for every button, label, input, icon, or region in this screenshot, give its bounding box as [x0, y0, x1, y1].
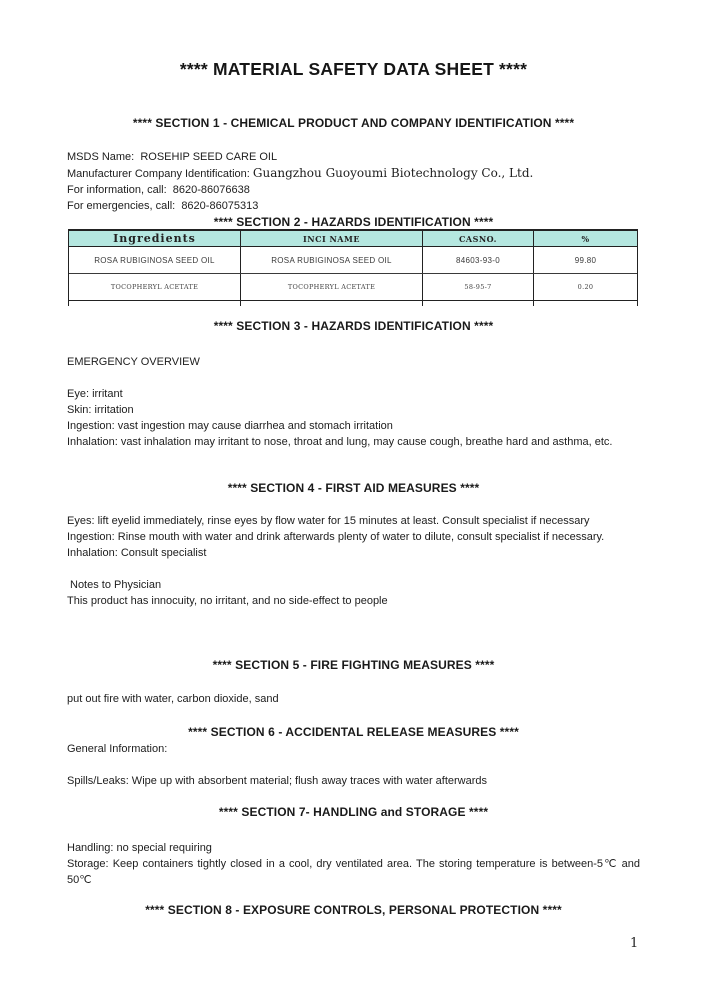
first-aid-inhalation-line: Inhalation: Consult specialist	[67, 547, 207, 559]
manufacturer-label: Manufacturer Company Identification:	[67, 168, 253, 180]
table-header-row	[69, 231, 637, 247]
section-4-heading: **** SECTION 4 - FIRST AID MEASURES ****	[227, 481, 480, 495]
ingredients-table	[68, 229, 638, 306]
table-cell-casno: 84603-93-0	[423, 247, 534, 273]
table-header-cell-casno: CASNO.	[423, 231, 534, 246]
table-row-partial	[69, 301, 637, 306]
page-number: 1	[630, 936, 639, 951]
section-4-body	[67, 513, 640, 609]
section-6-heading: **** SECTION 6 - ACCIDENTAL RELEASE MEASURES ****	[188, 725, 519, 739]
section-5-heading: **** SECTION 5 - FIRE FIGHTING MEASURES ****	[212, 658, 495, 672]
section-1-heading: **** SECTION 1 - CHEMICAL PRODUCT AND COMPANY IDENTIFICATION ****	[132, 116, 575, 130]
section-5-body	[67, 691, 640, 707]
section-6-body	[67, 741, 640, 789]
table-header-cell-percent: %	[534, 231, 637, 246]
table-row	[69, 274, 637, 301]
table-cell-empty	[423, 301, 534, 306]
ingestion-hazard-line: Ingestion: vast ingestion may cause diarrhea and stomach irritation	[67, 420, 393, 432]
table-row	[69, 247, 637, 274]
emergency-overview-label: EMERGENCY OVERVIEW	[67, 356, 200, 368]
table-cell-ingredient: TOCOPHERYL ACETATE	[69, 274, 241, 300]
table-cell-percent: 0.20	[577, 283, 594, 291]
table-cell-percent: 99.80	[574, 255, 597, 265]
section-8-heading: **** SECTION 8 - EXPOSURE CONTROLS, PERSONAL PROTECTION ****	[145, 903, 562, 917]
first-aid-ingestion-line: Ingestion: Rinse mouth with water and drink afterwards plenty of water to dilute, consult specialist if necessary.	[67, 531, 605, 543]
table-cell-casno: 58-95-7	[423, 274, 534, 300]
spacer	[67, 561, 640, 577]
information-call-line: For information, call: 8620-86076638	[67, 184, 250, 196]
section-1-body	[67, 149, 640, 214]
table-header-cell-ingredients: Ingredients	[69, 231, 241, 246]
msds-name-line: MSDS Name: ROSEHIP SEED CARE OIL	[67, 151, 278, 163]
table-header-cell-inci-name: INCI NAME	[241, 231, 423, 246]
table-cell-ingredient: ROSA RUBIGINOSA SEED OIL	[69, 247, 241, 273]
table-cell-empty	[69, 301, 241, 306]
spacer	[67, 370, 640, 386]
manufacturer-line	[67, 165, 640, 182]
inhalation-hazard-line: Inhalation: vast inhalation may irritant to nose, throat and lung, may cause cough, breathe hard and asthma, etc.	[67, 436, 613, 448]
table-cell-empty	[534, 301, 637, 306]
table-cell-inci-name: ROSA RUBIGINOSA SEED OIL	[241, 247, 423, 273]
section-3-body	[67, 354, 640, 450]
general-information-label: General Information:	[67, 743, 168, 755]
table-cell-inci-name: TOCOPHERYL ACETATE	[241, 274, 423, 300]
document-title: **** MATERIAL SAFETY DATA SHEET ****	[179, 59, 528, 79]
notes-to-physician-label: Notes to Physician	[70, 579, 162, 591]
emergency-call-line: For emergencies, call: 8620-86075313	[67, 200, 259, 212]
spacer	[67, 757, 640, 773]
notes-to-physician-body: This product has innocuity, no irritant, and no side-effect to people	[67, 595, 388, 607]
handling-line: Handling: no special requiring	[67, 842, 212, 854]
table-cell-empty	[241, 301, 423, 306]
section-7-heading: **** SECTION 7- HANDLING and STORAGE ****	[218, 805, 489, 819]
first-aid-eyes-line: Eyes: lift eyelid immediately, rinse eyes by flow water for 15 minutes at least. Consult specialist if necessary	[67, 515, 590, 527]
spills-leaks-line: Spills/Leaks: Wipe up with absorbent material; flush away traces with water afterwards	[67, 775, 488, 787]
fire-fighting-line: put out fire with water, carbon dioxide, sand	[67, 693, 279, 705]
section-2-heading: **** SECTION 2 - HAZARDS IDENTIFICATION ****	[213, 215, 494, 229]
skin-hazard-line: Skin: irritation	[67, 404, 134, 416]
manufacturer-value: Guangzhou Guoyoumi Biotechnology Co., Ltd.	[252, 166, 534, 180]
section-7-body	[67, 840, 644, 888]
eye-hazard-line: Eye: irritant	[67, 388, 123, 400]
section-3-heading: **** SECTION 3 - HAZARDS IDENTIFICATION ****	[213, 319, 494, 333]
storage-line: Storage: Keep containers tightly closed in a cool, dry ventilated area. The storing temperature is between-5℃ and 50℃	[67, 858, 644, 886]
